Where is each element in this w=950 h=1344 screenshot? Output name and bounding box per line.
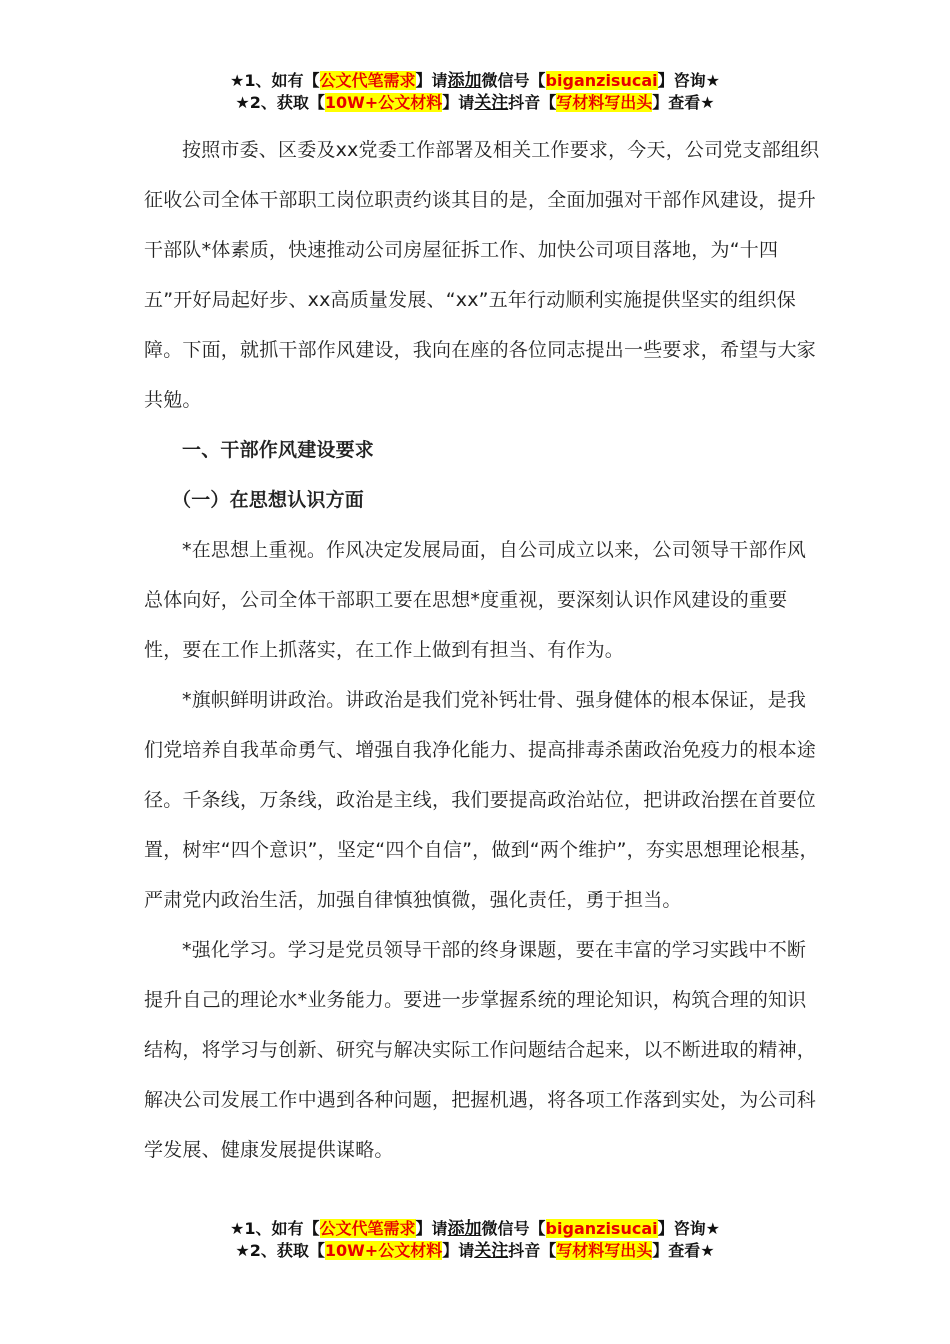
promo-text: 微信号【	[481, 1219, 546, 1238]
promo-text: 】请	[415, 71, 448, 90]
promo-wechat-id: biganzisucai	[545, 71, 658, 90]
promo-underline: 添加	[447, 71, 482, 91]
document-body	[144, 125, 824, 1175]
promo-douyin-id: 写材料写出头	[556, 1241, 653, 1260]
section-heading: 一、干部作风建设要求	[182, 439, 375, 461]
promo-line-2	[0, 1240, 950, 1262]
promo-line-2	[0, 92, 950, 114]
promo-text: 微信号【	[481, 71, 546, 90]
promo-text: ★1、如有【	[230, 1219, 320, 1238]
promo-text: 】咨询★	[657, 71, 720, 90]
promo-banner-top	[0, 70, 950, 114]
promo-text: 】请	[442, 1241, 475, 1260]
subsection-heading: （一）在思想认识方面	[172, 489, 365, 511]
promo-line-1	[0, 1218, 950, 1240]
promo-banner-bottom	[0, 1218, 950, 1262]
promo-underline: 添加	[447, 1219, 482, 1239]
body-paragraph: *旗帜鲜明讲政治。讲政治是我们党补钙壮骨、强身健体的根本保证，是我们党培养自我革命勇气、增强自我净化能力、提高排毒杀菌政治免疫力的根本途径。千条线，万条线，政治是主线，我们要提高政治站位，把讲政治摆在首要位置，树牢“四个意识”，坚定“四个自信”，做到“两个维护”，夯实思想理论根基，严肃党内政治生活，加强自律慎独慎微，强化责任，勇于担当。	[144, 689, 819, 911]
promo-highlight: 10W+公文材料	[324, 93, 443, 112]
promo-text: 】咨询★	[657, 1219, 720, 1238]
promo-text: 】请	[415, 1219, 448, 1238]
intro-paragraph: 按照市委、区委及xx党委工作部署及相关工作要求，今天，公司党支部组织征收公司全体干部职工岗位职责约谈其目的是，全面加强对干部作风建设，提升干部队*体素质，快速推动公司房屋征拆工作、加快公司项目落地，为“十四五”开好局起好步、xx高质量发展、“xx”五年行动顺利实施提供坚实的组织保障。下面，就抓干部作风建设，我向在座的各位同志提出一些要求，希望与大家共勉。	[144, 139, 820, 411]
promo-underline: 关注	[474, 1241, 509, 1261]
promo-text: ★2、获取【	[235, 93, 325, 112]
promo-text: 】查看★	[652, 1241, 715, 1260]
promo-wechat-id: biganzisucai	[545, 1219, 658, 1238]
promo-douyin-id: 写材料写出头	[556, 93, 653, 112]
promo-highlight: 公文代笔需求	[319, 1219, 416, 1238]
promo-text: ★1、如有【	[230, 71, 320, 90]
promo-line-1	[0, 70, 950, 92]
promo-text: ★2、获取【	[235, 1241, 325, 1260]
promo-highlight: 公文代笔需求	[319, 71, 416, 90]
body-paragraph: *强化学习。学习是党员领导干部的终身课题，要在丰富的学习实践中不断提升自己的理论水*业务能力。要进一步掌握系统的理论知识，构筑合理的知识结构，将学习与创新、研究与解决实际工作问题结合起来，以不断进取的精神，解决公司发展工作中遇到各种问题，把握机遇，将各项工作落到实处，为公司科学发展、健康发展提供谋略。	[144, 939, 817, 1161]
body-paragraph: *在思想上重视。作风决定发展局面，自公司成立以来，公司领导干部作风总体向好，公司全体干部职工要在思想*度重视，要深刻认识作风建设的重要性，要在工作上抓落实，在工作上做到有担当、有作为。	[144, 539, 807, 661]
promo-text: 】查看★	[652, 93, 715, 112]
promo-underline: 关注	[474, 93, 509, 113]
promo-highlight: 10W+公文材料	[324, 1241, 443, 1260]
promo-text: 抖音【	[508, 93, 557, 112]
promo-text: 】请	[442, 93, 475, 112]
promo-text: 抖音【	[508, 1241, 557, 1260]
